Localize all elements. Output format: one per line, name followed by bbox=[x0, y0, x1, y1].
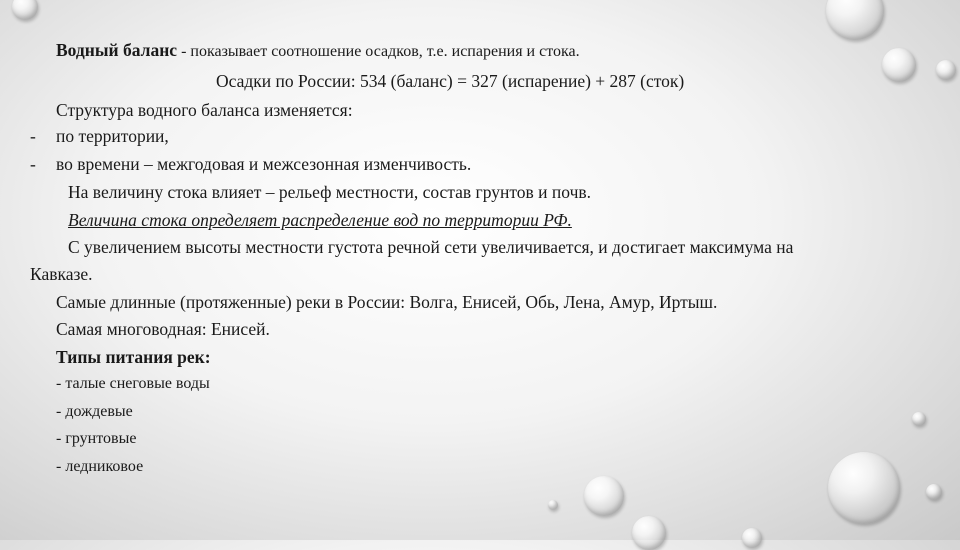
list-item: - талые снеговые воды bbox=[56, 375, 210, 392]
feeding-types-heading: Типы питания рек: bbox=[56, 347, 211, 367]
list-item: - ледниковое bbox=[56, 458, 144, 475]
list-item bbox=[30, 153, 471, 175]
structure-heading: Структура водного баланса изменяется: bbox=[56, 100, 353, 120]
list-item: - грунтовые bbox=[56, 430, 137, 447]
list-item bbox=[30, 125, 169, 147]
list-item-text: во времени – межгодовая и межсезонная изменчивость. bbox=[56, 154, 472, 174]
title-line bbox=[56, 39, 580, 63]
title-term: Водный баланс bbox=[56, 40, 178, 60]
longest-rivers: Самые длинные (протяженные) реки в России: Волга, Енисей, Обь, Лена, Амур, Иртыш. bbox=[56, 292, 718, 312]
runoff-distribution: Величина стока определяет распределение вод по территории РФ. bbox=[68, 210, 572, 230]
list-marker: - bbox=[30, 126, 36, 146]
river-density-line: Кавказе. bbox=[30, 264, 93, 284]
list-item: - дождевые bbox=[56, 403, 133, 420]
formula-line: Осадки по России: 534 (баланс) = 327 (испарение) + 287 (сток) bbox=[216, 71, 685, 91]
most-abundant-river: Самая многоводная: Енисей. bbox=[56, 319, 270, 339]
title-definition: - показывает соотношение осадков, т.е. испарения и стока. bbox=[177, 43, 580, 60]
list-item-text: по территории, bbox=[56, 126, 169, 146]
list-marker: - bbox=[30, 154, 36, 174]
runoff-factors: На величину стока влияет – рельеф местности, состав грунтов и почв. bbox=[68, 182, 592, 202]
river-density-line: С увеличением высоты местности густота речной сети увеличивается, и достигает максимума на bbox=[68, 237, 794, 257]
